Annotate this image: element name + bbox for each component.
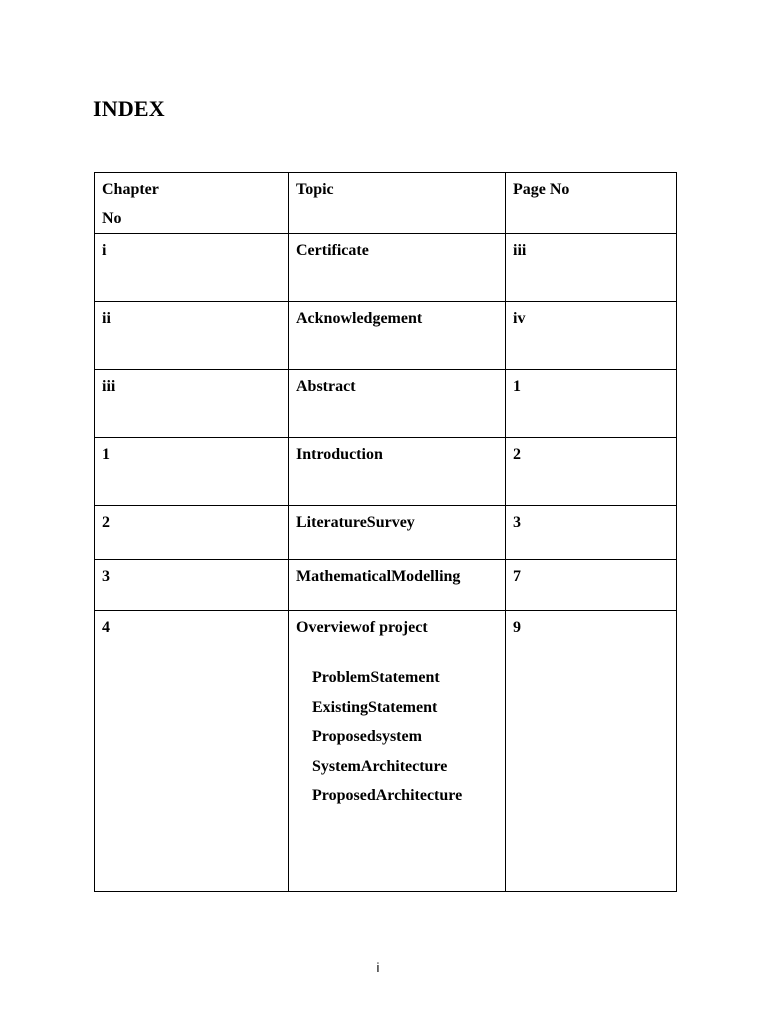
chapter-cell: 1 <box>95 438 289 506</box>
topic-cell: MathematicalModelling <box>289 560 506 611</box>
topic-cell: Abstract <box>289 370 506 438</box>
table-row <box>95 560 677 611</box>
page-cell: iv <box>506 302 677 370</box>
table-row <box>95 370 677 438</box>
topic-cell <box>289 611 506 892</box>
header-page-cell <box>506 173 677 234</box>
table-row <box>95 611 677 892</box>
chapter-cell: ii <box>95 302 289 370</box>
page-number: i <box>376 960 380 975</box>
index-table <box>94 172 677 892</box>
page-cell: 3 <box>506 506 677 560</box>
table-header-row <box>95 173 677 234</box>
header-topic: Topic <box>296 181 334 198</box>
subtopic-item: ExistingStatement <box>312 698 438 716</box>
subtopic-item: Proposedsystem <box>312 728 422 745</box>
page-cell: 9 <box>506 611 677 892</box>
header-chapter-line2: No <box>102 210 122 227</box>
table-row <box>95 438 677 506</box>
table-row <box>95 234 677 302</box>
chapter-cell: 2 <box>95 506 289 560</box>
topic-cell: Acknowledgement <box>289 302 506 370</box>
chapter-cell: 3 <box>95 560 289 611</box>
topic-cell: LiteratureSurvey <box>289 506 506 560</box>
table-row <box>95 506 677 560</box>
topic-label: Overviewof project <box>296 619 428 636</box>
page-cell: 7 <box>506 560 677 611</box>
header-topic-cell <box>289 173 506 234</box>
chapter-cell: 4 <box>95 611 289 892</box>
page-cell: 1 <box>506 370 677 438</box>
subtopic-item: ProposedArchitecture <box>312 787 463 804</box>
header-chapter-line1: Chapter <box>102 181 159 198</box>
topic-cell: Certificate <box>289 234 506 302</box>
page-title: INDEX <box>93 96 165 121</box>
chapter-cell: i <box>95 234 289 302</box>
subtopic-list <box>296 663 498 811</box>
page-cell: iii <box>506 234 677 302</box>
header-page: Page No <box>513 181 570 198</box>
chapter-cell: iii <box>95 370 289 438</box>
subtopic-item: ProblemStatement <box>312 669 440 686</box>
page-cell: 2 <box>506 438 677 506</box>
table-row <box>95 302 677 370</box>
subtopic-item: SystemArchitecture <box>312 757 448 775</box>
header-chapter-cell <box>95 173 289 234</box>
topic-cell: Introduction <box>289 438 506 506</box>
